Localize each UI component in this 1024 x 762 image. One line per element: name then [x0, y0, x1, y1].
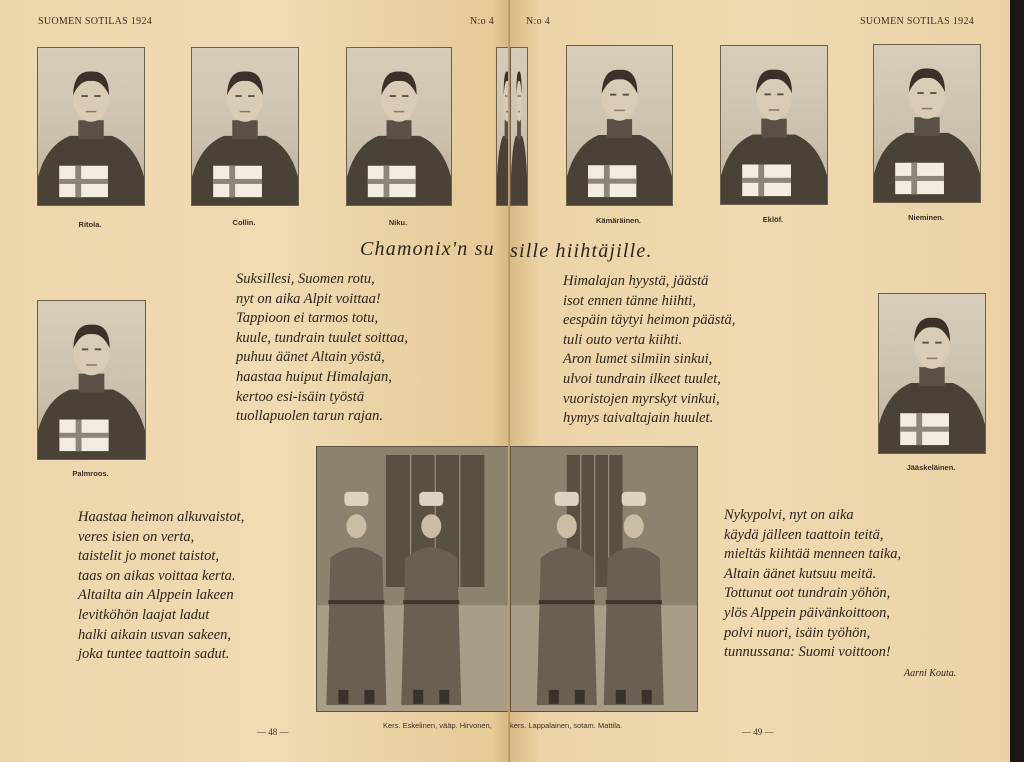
collar-shape	[517, 120, 521, 139]
collar-shape	[79, 374, 105, 393]
portrait-photo	[37, 47, 145, 206]
flag-patch	[742, 165, 791, 197]
poem-line: tuli outo verta kiihti.	[563, 331, 683, 348]
portrait-caption: Palmroos.	[72, 469, 109, 478]
poem-line: Suksillesi, Suomen rotu,	[236, 271, 375, 287]
poem-line: veres isien on verta,	[78, 528, 195, 545]
eye-shape	[519, 95, 520, 97]
eye-shape	[917, 92, 923, 94]
eye-shape	[935, 342, 941, 344]
mouth-shape	[927, 358, 938, 360]
portrait-photo	[191, 47, 299, 206]
poem-line: ylös Alppein päivänkoittoon,	[724, 604, 891, 621]
poem-line: Tottunut oot tundrain yöhön,	[724, 585, 891, 602]
portrait-caption: Collin.	[232, 218, 256, 227]
collar-shape	[607, 119, 632, 138]
poem-line: Himalajan hyystä, jäästä	[563, 273, 709, 289]
portrait-photo-partial	[510, 47, 528, 206]
poem-stanza-4	[724, 506, 901, 663]
poem-title-left: Chamonix'n su	[360, 238, 495, 260]
poem-line: haastaa huiput Himalajan,	[236, 368, 392, 385]
poem-line: mieltäs kiihtää menneen taika,	[724, 546, 902, 563]
portrait-photo	[346, 47, 452, 206]
poem-title-right: sille hiihtäjille.	[510, 240, 653, 262]
flag-patch	[900, 413, 949, 445]
poem-line: tunnussana: Suomi voittoon!	[724, 644, 891, 661]
flag-patch	[588, 165, 636, 197]
eye-shape	[248, 95, 254, 97]
poem-line: polvi nuori, isäin työhön,	[724, 624, 871, 641]
mouth-shape	[614, 110, 625, 112]
eye-shape	[505, 95, 506, 97]
eye-shape	[94, 95, 100, 97]
portrait-photo	[873, 44, 981, 203]
poem-line: nyt on aika Alpit voittaa!	[236, 290, 381, 307]
poem-line: taas on aikas voittaa kerta.	[78, 567, 236, 584]
group-photo-left	[316, 446, 512, 712]
eye-shape	[930, 92, 936, 94]
poem-line: käydä jälleen taattoin teitä,	[724, 526, 884, 543]
eye-shape	[764, 93, 770, 95]
sweater-shape	[511, 136, 527, 205]
poem-stanza-2	[563, 272, 735, 429]
portrait-photo	[720, 45, 828, 205]
eye-shape	[610, 94, 616, 96]
running-head-left: SUOMEN SOTILAS 1924	[38, 16, 153, 27]
portrait-caption: Nieminen.	[908, 213, 944, 222]
eye-shape	[922, 342, 928, 344]
mouth-shape	[394, 111, 404, 113]
poem-line: isot ennen tänne hiihti,	[563, 292, 696, 309]
poem-line: Haastaa heimon alkuvaistot,	[78, 509, 245, 525]
mouth-shape	[518, 111, 520, 113]
poem-line: Aron lumet silmiin sinkui,	[563, 351, 713, 368]
poem-author: Aarni Kouta.	[904, 668, 957, 679]
poem-line: Tappioon ei tarmos totu,	[236, 310, 379, 327]
collar-shape	[761, 119, 786, 138]
group-photo-right	[510, 446, 698, 712]
poem-line: ulvoi tundrain ilkeet tuulet,	[563, 370, 721, 387]
portrait-caption: Ritola.	[78, 220, 102, 229]
poem-line: taistelit jo monet taistot,	[78, 548, 219, 565]
issue-number-right: N:o 4	[526, 16, 550, 27]
page-number-right: — 49 —	[742, 727, 774, 737]
portrait-photo	[878, 293, 986, 454]
poem-line: puhuu äänet Altain yöstä,	[236, 349, 385, 366]
poem-line: Altain äänet kutsuu meitä.	[724, 565, 877, 582]
poem-line: tuollapuolen tarun rajan.	[236, 408, 384, 425]
collar-shape	[232, 120, 257, 139]
eye-shape	[390, 95, 396, 97]
issue-number-left: N:o 4	[470, 16, 494, 27]
flag-patch	[895, 163, 944, 194]
poem-line: hymys taivaltajain huulet.	[563, 410, 714, 427]
eye-shape	[518, 95, 519, 97]
poem-stanza-3	[78, 508, 244, 665]
poem-line: kertoo esi-isäin työstä	[236, 388, 365, 405]
collar-shape	[914, 117, 939, 136]
poem-line: Nykypolvi, nyt on aika	[724, 507, 854, 523]
poem-stanza-1	[236, 270, 408, 427]
running-head-right: SUOMEN SOTILAS 1924	[860, 16, 975, 27]
eye-shape	[623, 94, 629, 96]
flag-patch	[59, 166, 108, 197]
poem-line: kuule, tundrain tuulet soittaa,	[236, 329, 408, 346]
eye-shape	[95, 348, 101, 350]
dark-background-edge	[1010, 0, 1024, 762]
poem-line: levitköhön laajat ladut	[78, 606, 210, 623]
poem-line: vuoristojen myrskyt vinkui,	[563, 390, 720, 407]
flag-patch	[368, 166, 416, 197]
portrait-caption: Kämäräinen.	[595, 216, 642, 225]
poem-line: eespäin täytyi heimon päästä,	[563, 312, 736, 329]
eye-shape	[81, 95, 87, 97]
right-page	[510, 0, 1010, 762]
collar-shape	[387, 120, 412, 139]
mouth-shape	[922, 108, 933, 110]
eye-shape	[235, 95, 241, 97]
eye-shape	[777, 93, 783, 95]
portrait-caption: Eklöf.	[762, 215, 784, 224]
eye-shape	[402, 95, 408, 97]
eye-shape	[82, 348, 88, 350]
poem-line: Altailta ain Alppein lakeen	[78, 587, 234, 604]
flag-patch	[59, 420, 108, 452]
collar-shape	[78, 120, 103, 139]
flag-patch	[213, 166, 262, 197]
portrait-caption: Niku.	[388, 218, 408, 227]
poem-line: halki aikain usvan sakeen,	[78, 626, 232, 643]
poem-line: joka tuntee taattoin sadut.	[78, 646, 230, 663]
portrait-photo	[37, 300, 146, 460]
mouth-shape	[240, 111, 251, 113]
mouth-shape	[86, 111, 97, 113]
page-number-left: — 48 —	[257, 727, 289, 737]
portrait-caption: Jääskeläinen.	[906, 463, 956, 472]
group-photo-caption-right: kers. Lappalainen, sotam. Mattila.	[510, 721, 623, 730]
collar-shape	[919, 367, 944, 386]
group-photo-caption-left: Kers. Eskelinen, vääp. Hirvonen,	[383, 721, 492, 730]
portrait-photo	[566, 45, 673, 206]
mouth-shape	[86, 364, 97, 366]
mouth-shape	[769, 109, 780, 111]
